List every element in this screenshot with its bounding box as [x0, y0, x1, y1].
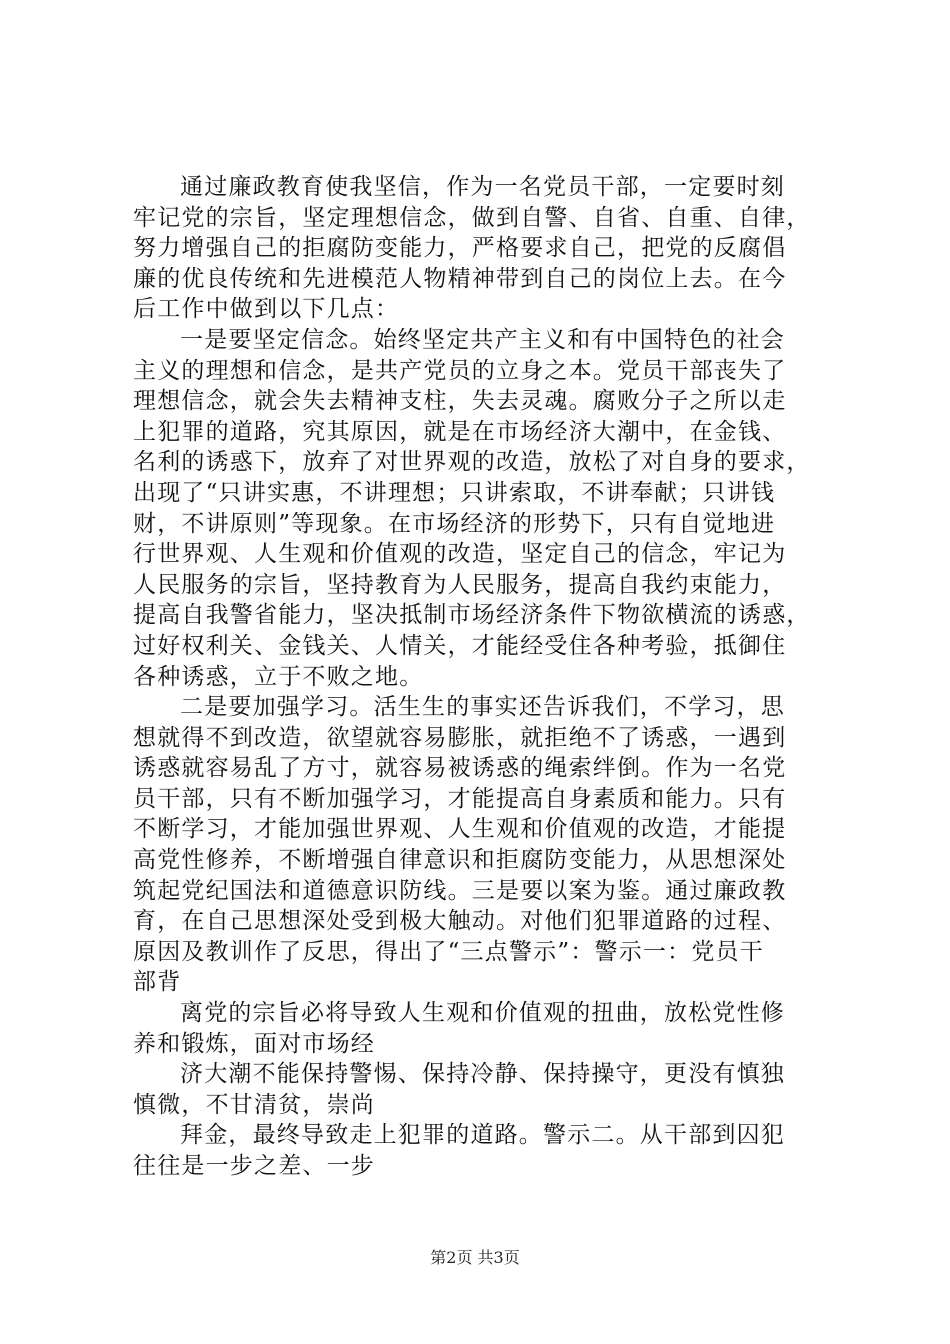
- page-footer: 第2页 共3页: [430, 1248, 520, 1267]
- text-line: 牢记党的宗旨，坚定理想信念，做到自警、自省、自重、自律，: [133, 204, 811, 231]
- text-line: 名利的诱惑下，放弃了对世界观的改造，放松了对自身的要求，: [133, 449, 811, 476]
- text-line: 育，在自己思想深处受到极大触动。对他们犯罪道路的过程、: [133, 908, 787, 935]
- text-line: 拜金，最终导致走上犯罪的道路。警示二。从干部到囚犯: [180, 1122, 785, 1149]
- text-line: 慎微，不甘清贫，崇尚: [133, 1091, 375, 1118]
- text-line: 努力增强自己的拒腐防变能力，严格要求自己，把党的反腐倡: [133, 235, 787, 262]
- text-line: 人民服务的宗旨，坚持教育为人民服务，提高自我约束能力，: [133, 571, 787, 598]
- text-line: 济大潮不能保持警惕、保持冷静、保持操守，更没有慎独: [180, 1061, 785, 1088]
- text-line: 往往是一步之差、一步: [133, 1153, 375, 1179]
- text-line: 想就得不到改造，欲望就容易膨胀，就拒绝不了诱惑，一遇到: [133, 724, 787, 751]
- text-line: 出现了“只讲实惠，不讲理想；只讲索取，不讲奉献；只讲钱: [133, 479, 776, 506]
- text-line: 筑起党纪国法和道德意识防线。三是要以案为鉴。通过廉政教: [133, 877, 787, 904]
- body-text: [133, 172, 833, 1182]
- text-line: 一是要坚定信念。始终坚定共产主义和有中国特色的社会: [180, 326, 785, 353]
- text-line: 行世界观、人生观和价值观的改造，坚定自己的信念，牢记为: [133, 541, 787, 568]
- text-line: 诱惑就容易乱了方寸，就容易被诱惑的绳索绊倒。作为一名党: [133, 755, 787, 782]
- text-line: 离党的宗旨必将导致人生观和价值观的扭曲，放松党性修: [180, 1000, 785, 1027]
- text-line: 通过廉政教育使我坚信，作为一名党员干部，一定要时刻: [180, 174, 785, 200]
- text-line: 二是要加强学习。活生生的事实还告诉我们，不学习，思: [180, 694, 785, 721]
- text-line: 上犯罪的道路，究其原因，就是在市场经济大潮中，在金钱、: [133, 418, 787, 445]
- text-line: 提高自我警省能力，坚决抵制市场经济条件下物欲横流的诱惑，: [133, 602, 811, 629]
- text-line: 后工作中做到以下几点：: [133, 296, 400, 323]
- text-line: 高党性修养，不断增强自律意识和拒腐防变能力，从思想深处: [133, 847, 787, 874]
- text-line: 员干部，只有不断加强学习，才能提高自身素质和能力。只有: [133, 785, 787, 812]
- text-line: 不断学习，才能加强世界观、人生观和价值观的改造，才能提: [133, 816, 787, 843]
- text-line: 原因及教训作了反思，得出了“三点警示”：警示一：党员干: [133, 938, 764, 965]
- text-line: 养和锻炼，面对市场经: [133, 1030, 375, 1057]
- text-line: 过好权利关、金钱关、人情关，才能经受住各种考验，抵御住: [133, 632, 787, 659]
- text-line: 各种诱惑，立于不败之地。: [133, 663, 424, 690]
- text-line: 主义的理想和信念，是共产党员的立身之本。党员干部丧失了: [133, 357, 787, 384]
- text-line: 理想信念，就会失去精神支柱，失去灵魂。腐败分子之所以走: [133, 388, 787, 415]
- text-line: 部背: [133, 969, 182, 996]
- text-line: 财，不讲原则”等现象。在市场经济的形势下，只有自觉地进: [133, 510, 776, 537]
- text-line: 廉的优良传统和先进模范人物精神带到自己的岗位上去。在今: [133, 265, 787, 292]
